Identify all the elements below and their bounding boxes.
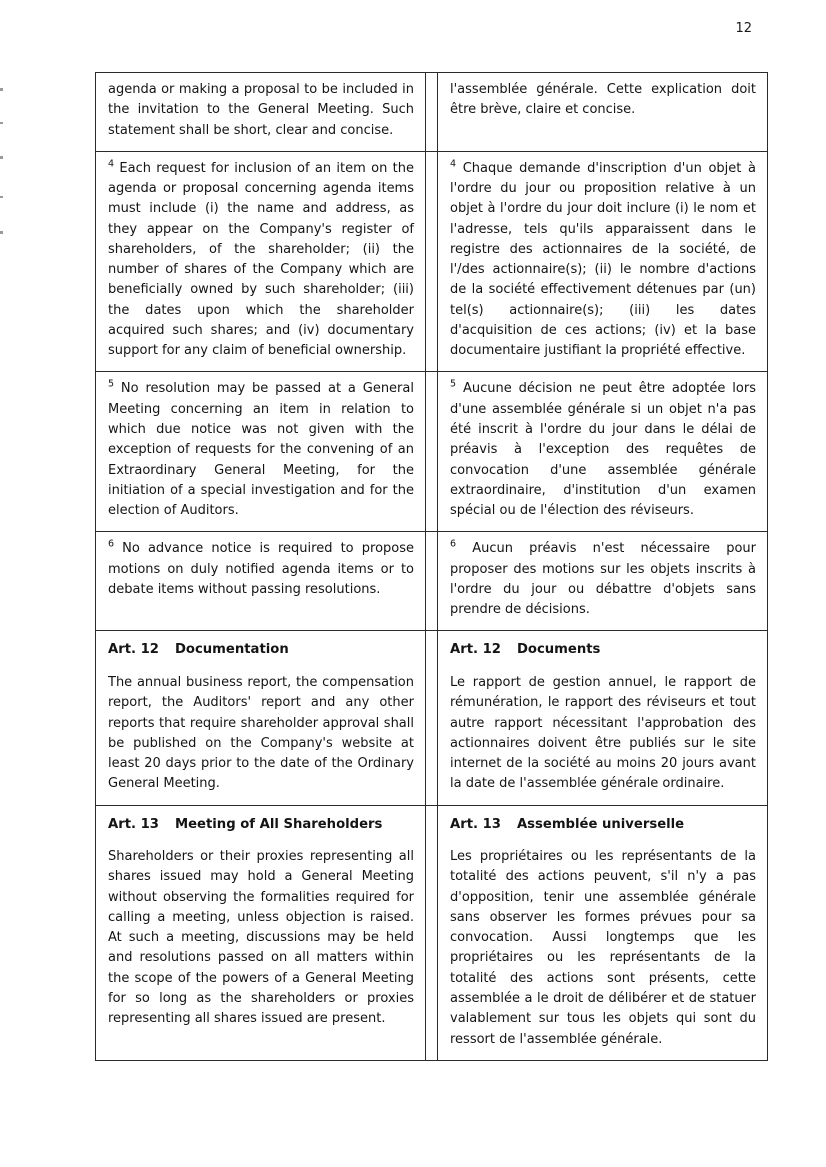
scan-mark: [0, 88, 3, 91]
paragraph: [108, 379, 414, 521]
table-row: [96, 73, 767, 152]
paragraph-text: Les propriétaires ou les représentants de la totalité des actions peuvent, s'il n'y a pas d'opposition, tenir une assemblée générale sans observer les formes prévues pour sa convocation. Aussi longtemps que les propriétaires ou les représentants de la totalité des actions sont présents, cette assemblée a le droit de délibérer et de statuer valablement sur tous les objets qui sont du ressort de l'assemblée générale.: [450, 849, 756, 1047]
paragraph: [450, 673, 756, 795]
scan-mark: [0, 231, 3, 234]
paragraph-text: Each request for inclusion of an item on the agenda or proposal concerning agenda items must include (i) the name and address, as they appear on the Company's register of shareholders, of the shareholder; (ii) the number of shares of the Company which are beneficially owned by such shareholder; (iii) the dates upon which the shareholder acquired such shares; and (iv) documentary support for any claim of beneficial ownership.: [108, 160, 414, 359]
paragraph: [108, 847, 414, 1029]
cell-english: [96, 73, 426, 151]
article-heading: [108, 815, 414, 836]
cell-french: [437, 73, 767, 151]
article-title: Assemblée universelle: [516, 816, 685, 832]
footnote-number: 5: [450, 379, 457, 391]
article-heading: [450, 815, 756, 836]
paragraph-text: Aucune décision ne peut être adoptée lors d'une assemblée générale si un objet n'a pas été inscrit à l'ordre du jour dans le délai de préavis à l'exception des requêtes de convocation d'une assemblée générale extraordinaire, d'institution d'un examen spécial ou de l'élection des réviseurs.: [450, 381, 756, 519]
paragraph-text: No advance notice is required to propose motions on duly notified agenda items or to debate items without passing resolutions.: [108, 541, 414, 597]
cell-french: [437, 806, 767, 1060]
article-title: Documents: [516, 642, 601, 658]
cell-english: [96, 152, 426, 372]
column-gap: [426, 631, 437, 804]
paragraph-text: Shareholders or their proxies representing all shares issued may hold a General Meeting without observing the formalities required for calling a meeting, unless objection is raised. At such a meeting, discussions may be held and resolutions passed on all matters within the scope of the powers of a General Meeting for so long as the shareholders or proxies representing all shares issued are present.: [108, 849, 414, 1027]
column-gap: [426, 806, 437, 1060]
table-row: [96, 372, 767, 532]
column-gap: [426, 372, 437, 531]
footnote-number: 5: [108, 379, 115, 391]
paragraph: [108, 159, 414, 362]
paragraph: [108, 539, 414, 600]
table-row: [96, 806, 767, 1060]
cell-french: [437, 152, 767, 372]
footnote-number: 6: [450, 538, 457, 550]
footnote-number: 6: [108, 538, 115, 550]
cell-english: [96, 532, 426, 630]
article-title: Documentation: [174, 642, 289, 658]
paragraph: [450, 379, 756, 521]
paragraph: [108, 673, 414, 795]
cell-english: [96, 631, 426, 804]
paragraph-text: Chaque demande d'inscription d'un objet à l'ordre du jour ou proposition relative à un objet à l'ordre du jour doit inclure (i) le nom et l'adresse, tels qu'ils apparaissent dans le registre des actionnaires de la société, de l'/des actionnaire(s); (ii) le nombre d'actions de la société effectivement détenues par (un) tel(s) actionnaire(s); (iii) les dates d'acquisition de ces actions; (iv) et la base documentaire justifiant la propriété effective.: [450, 160, 756, 359]
paragraph: [450, 539, 756, 620]
scan-mark: [0, 122, 3, 124]
paragraph: [450, 847, 756, 1050]
table-row: [96, 631, 767, 805]
bylaws-table: [95, 72, 768, 1061]
column-gap: [426, 73, 437, 151]
paragraph: [450, 159, 756, 362]
article-number: Art. 12: [108, 642, 159, 658]
column-gap: [426, 532, 437, 630]
paragraph-text: No resolution may be passed at a General Meeting concerning an item in relation to which due notice was not given with the exception of requests for the convening of an Extraordinary General Meeting, for the initiation of a special investigation and for the election of Auditors.: [108, 381, 414, 519]
cell-english: [96, 372, 426, 531]
cell-french: [437, 631, 767, 804]
footnote-number: 4: [450, 158, 457, 170]
paragraph-text: Le rapport de gestion annuel, le rapport de rémunération, le rapport des réviseurs et tout autre rapport nécessitant l'approbation des actionnaires doivent être publiés sur le site internet de la société au moins 20 jours avant la date de l'assemblée générale ordinaire.: [450, 674, 756, 792]
paragraph: [450, 80, 756, 121]
paragraph-text: agenda or making a proposal to be included in the invitation to the General Meeting. Such statement shall be short, clear and concise.: [108, 82, 414, 138]
paragraph-text: l'assemblée générale. Cette explication doit être brève, claire et concise.: [450, 82, 756, 118]
article-heading: [108, 640, 414, 661]
paragraph-text: The annual business report, the compensation report, the Auditors' report and any other reports that require shareholder approval shall be published on the Company's website at least 20 days prior to the date of the Ordinary General Meeting.: [108, 674, 414, 792]
table-row: [96, 152, 767, 373]
scan-mark: [0, 196, 3, 198]
cell-english: [96, 806, 426, 1060]
article-number: Art. 13: [450, 816, 501, 832]
cell-french: [437, 532, 767, 630]
article-number: Art. 13: [108, 816, 159, 832]
page-number: 12: [735, 21, 752, 36]
article-number: Art. 12: [450, 642, 501, 658]
column-gap: [426, 152, 437, 372]
scan-mark: [0, 156, 3, 159]
paragraph: [108, 80, 414, 141]
cell-french: [437, 372, 767, 531]
paragraph-text: Aucun préavis n'est nécessaire pour proposer des motions sur les objets inscrits à l'ordre du jour ou débattre d'objets sans prendre de décisions.: [450, 541, 756, 618]
table-row: [96, 532, 767, 631]
footnote-number: 4: [108, 158, 115, 170]
article-title: Meeting of All Shareholders: [174, 816, 383, 832]
article-heading: [450, 640, 756, 661]
